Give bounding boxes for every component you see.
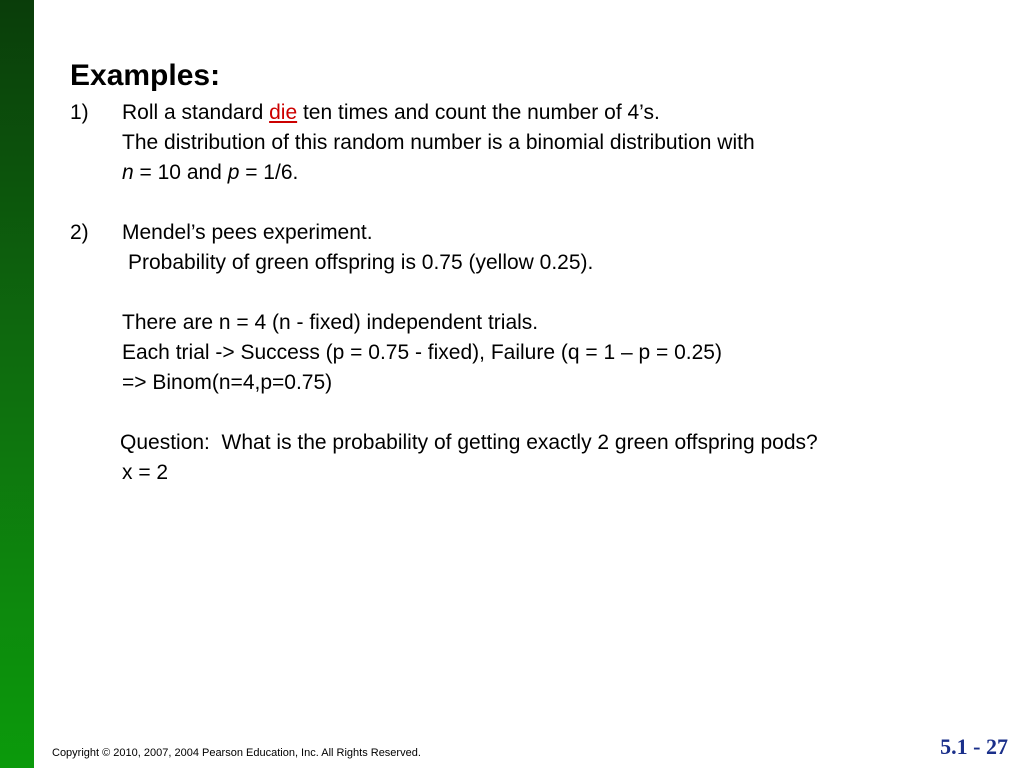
p-variable: p — [227, 161, 240, 184]
n-variable: n — [122, 161, 134, 184]
green-sidebar-bar — [0, 0, 34, 768]
item1-number: 1) — [70, 101, 89, 124]
question-line: Question: What is the probability of getting exactly 2 green offspring pods? — [120, 431, 818, 454]
item1-line3 — [70, 158, 1000, 188]
item1-text-post: ten times and count the number of 4’s. — [297, 101, 660, 124]
item2-probability-line: Probability of green offspring is 0.75 (yellow 0.25). — [128, 251, 594, 274]
item1-line2: The distribution of this random number is a binomial distribution with — [122, 131, 755, 154]
item2-number: 2) — [70, 221, 89, 244]
x-value-line: x = 2 — [122, 461, 169, 484]
spacer — [70, 398, 1000, 428]
item1-text-pre: Roll a standard — [122, 101, 270, 124]
slide-number: 5.1 - 27 — [940, 734, 1008, 759]
slide-heading: Examples: — [70, 59, 221, 92]
copyright-footer: Copyright © 2010, 2007, 2004 Pearson Education, Inc. All Rights Reserved. — [52, 747, 421, 759]
spacer — [70, 188, 1000, 218]
item1-line1 — [70, 98, 1000, 128]
item1-line3-mid: = 10 and — [133, 161, 228, 184]
item1-line3-post: = 1/6. — [239, 161, 299, 184]
slide-content — [70, 58, 1000, 488]
item2-success-line: Each trial -> Success (p = 0.75 - fixed), Failure (q = 1 – p = 0.25) — [122, 341, 722, 364]
item2-title: Mendel’s pees experiment. — [122, 221, 373, 244]
item2-line1 — [70, 218, 1000, 248]
die-link[interactable]: die — [269, 101, 298, 124]
spacer — [70, 278, 1000, 308]
item2-trials-line: There are n = 4 (n - fixed) independent trials. — [122, 311, 539, 334]
item2-binom-line: => Binom(n=4,p=0.75) — [122, 371, 333, 394]
